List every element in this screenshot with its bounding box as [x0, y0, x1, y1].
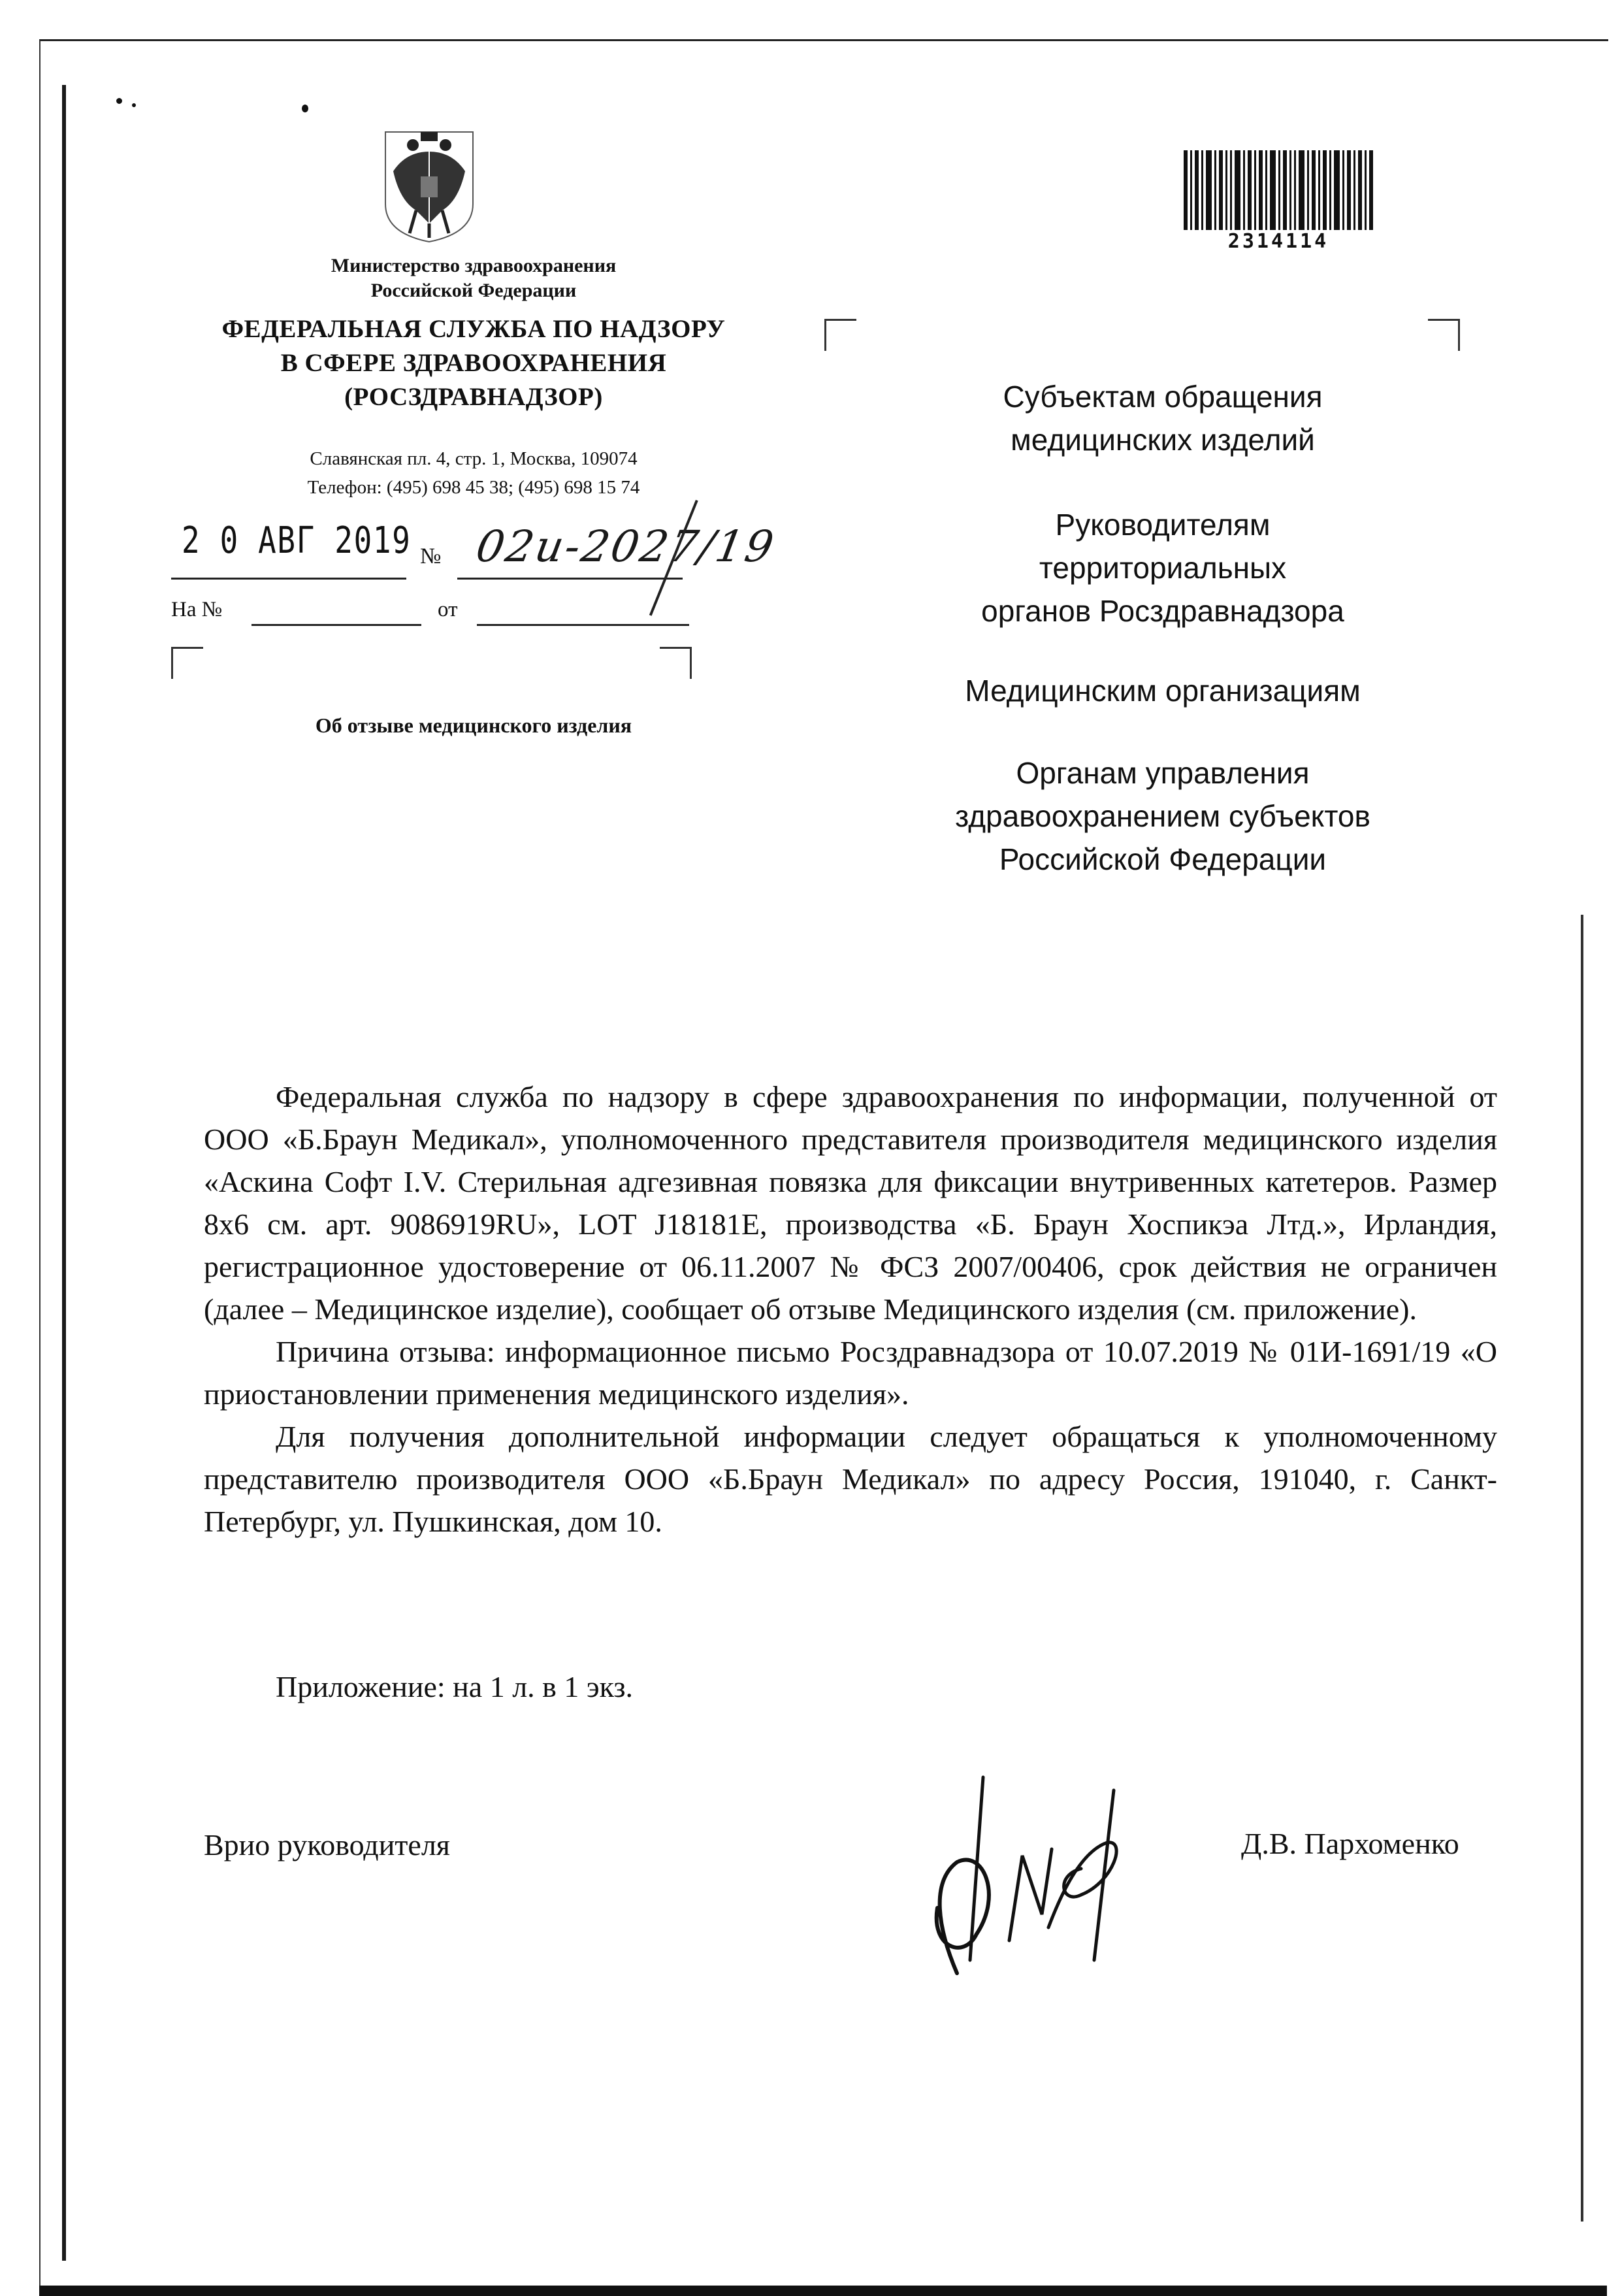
russian-coat-of-arms-icon — [380, 125, 478, 243]
subject-corner-right — [660, 647, 692, 679]
addressee-line: Органам управления — [1016, 756, 1310, 790]
from-label: от — [438, 598, 458, 621]
ministry-line: Министерство здравоохранения — [331, 255, 617, 276]
letter-body — [204, 1075, 1497, 1543]
number-label: № — [420, 544, 442, 568]
addressee-block — [901, 751, 1424, 881]
scan-speck — [116, 98, 122, 104]
service-name — [150, 312, 797, 414]
body-paragraph: Причина отзыва: информационное письмо Росздравнадзора от 10.07.2019 № 01И-1691/19 «О приостановлении применения медицинского изделия». — [204, 1335, 1497, 1411]
body-paragraph: Федеральная служба по надзору в сфере здравоохранения по информации, полученной от ООО «Б.Браун Медикал», уполномоченного представителя производителя медицинского изделия «Аскина Софт I.V. Стерильная адгезивная повязка для фиксации внутривенных катетеров. Размер 8х6 см. арт. 9086919RU», LOT J18181E, производства «Б. Браун Хоспикэа Лтд.», Ирландия, регистрационное удостоверение от 06.11.2007 № ФСЗ 2007/00406, срок действия не ограничен (далее – Медицинское изделие), сообщает об отзыве Медицинского изделия (см. приложение). — [204, 1080, 1497, 1326]
phone-numbers: Телефон: (495) 698 45 38; (495) 698 15 74 — [307, 477, 640, 498]
signatory-name: Д.В. Пархоменко — [1241, 1827, 1459, 1860]
addressee-line: Российской Федерации — [999, 842, 1327, 876]
contact-block — [170, 444, 777, 502]
scan-edge-bottom — [39, 2286, 1607, 2296]
scan-edge-left — [62, 85, 66, 2261]
addressee-line: медицинских изделий — [1011, 423, 1315, 457]
addressee-line: Руководителям — [1055, 508, 1271, 542]
service-line: (РОСЗДРАВНАДЗОР) — [344, 383, 603, 411]
date-stamp: 2 0 АВГ 2019 — [182, 519, 412, 562]
signatory-position: Врио руководителя — [204, 1828, 450, 1861]
service-line: В СФЕРЕ ЗДРАВООХРАНЕНИЯ — [280, 349, 667, 377]
addressee-line: Субъектам обращения — [1003, 380, 1323, 414]
ministry-name — [170, 254, 777, 303]
date-underline — [171, 578, 406, 580]
scan-speck — [132, 103, 136, 107]
attachment-note: Приложение: на 1 л. в 1 экз. — [276, 1670, 634, 1703]
body-paragraph: Для получения дополнительной информации следует обращаться к уполномоченному представителю производителя ООО «Б.Браун Медикал» по адресу Россия, 191040, г. Санкт-Петербург, ул. Пушкинская, дом 10. — [204, 1420, 1497, 1538]
from-underline — [477, 624, 689, 626]
reply-to-underline — [251, 624, 421, 626]
addressee-line: здравоохранением субъектов — [955, 799, 1370, 833]
addressee-line: органов Росздравнадзора — [981, 594, 1344, 628]
addressee-line: территориальных — [1039, 551, 1287, 585]
scan-speck — [302, 105, 308, 112]
addressee-block — [901, 375, 1424, 461]
number-underline — [457, 578, 683, 580]
scan-edge-right — [1581, 915, 1583, 2222]
reply-to-label: На № — [171, 598, 223, 621]
subject-line: Об отзыве медицинского изделия — [315, 713, 632, 737]
addressee-corner-left — [824, 319, 856, 351]
subject-corner-left — [171, 647, 203, 679]
ministry-line: Российской Федерации — [370, 280, 577, 301]
barcode-icon — [1184, 150, 1373, 230]
addressee-block — [901, 669, 1424, 712]
registration-number: 02и-2027/19 — [472, 521, 779, 572]
addressee-corner-right — [1428, 319, 1460, 351]
handwritten-signature — [911, 1764, 1146, 1980]
service-line: ФЕДЕРАЛЬНАЯ СЛУЖБА ПО НАДЗОРУ — [221, 315, 726, 343]
postal-address: Славянская пл. 4, стр. 1, Москва, 109074 — [310, 448, 638, 469]
barcode-number: 2314114 — [1227, 230, 1329, 253]
addressee-line: Медицинским организациям — [965, 674, 1361, 708]
addressee-block — [901, 503, 1424, 632]
